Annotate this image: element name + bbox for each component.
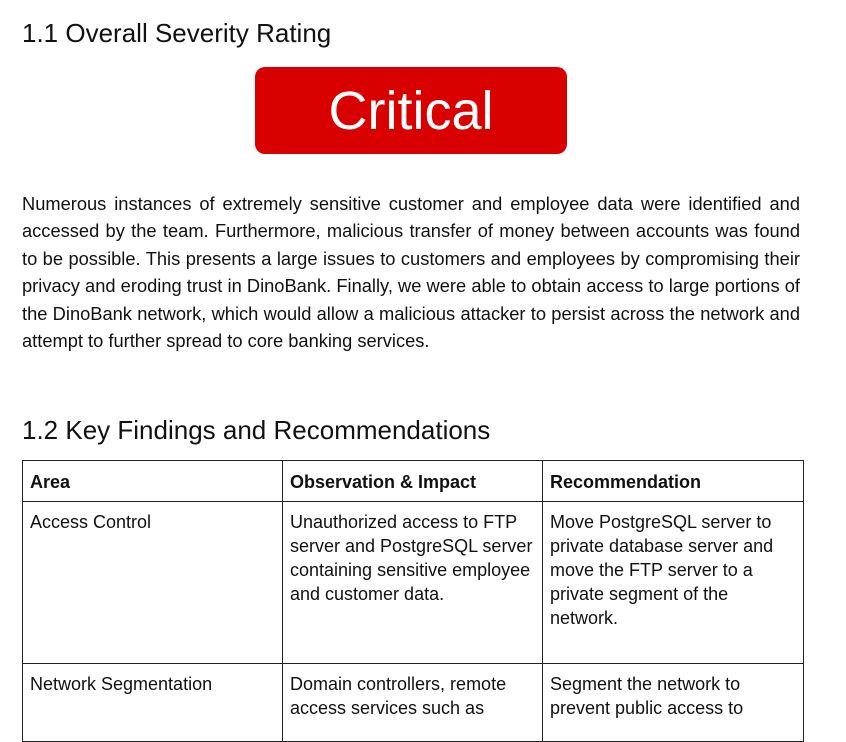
cell-observation: Unauthorized access to FTP server and PostgreSQL server containing sensitive employee and customer data. xyxy=(283,502,543,664)
severity-rating-badge: Critical xyxy=(255,67,567,154)
cell-recommendation: Segment the network to prevent public access to xyxy=(543,664,804,742)
cell-recommendation: Move PostgreSQL server to private database server and move the FTP server to a private segment of the network. xyxy=(543,502,804,664)
findings-table xyxy=(22,460,804,742)
table-row xyxy=(23,664,804,742)
cell-observation: Domain controllers, remote access services such as xyxy=(283,664,543,742)
cell-area: Network Segmentation xyxy=(23,664,283,742)
cell-area: Access Control xyxy=(23,502,283,664)
column-header-observation: Observation & Impact xyxy=(283,461,543,502)
section-heading-findings: 1.2 Key Findings and Recommendations xyxy=(22,415,491,445)
section-heading-severity: 1.1 Overall Severity Rating xyxy=(22,18,332,48)
column-header-area: Area xyxy=(23,461,283,502)
severity-summary-paragraph: Numerous instances of extremely sensitive customer and employee data were identified and accessed by the team. Furthermore, malicious transfer of money between accounts was found to be possible. This presents a large issues to customers and employees by compromising their privacy and eroding trust in DinoBank. Finally, we were able to obtain access to large portions of the DinoBank network, which would allow a malicious attacker to persist across the network and attempt to further spread to core banking services. xyxy=(22,193,800,352)
table-header-row xyxy=(23,461,804,502)
column-header-recommendation: Recommendation xyxy=(543,461,804,502)
table-row xyxy=(23,502,804,664)
